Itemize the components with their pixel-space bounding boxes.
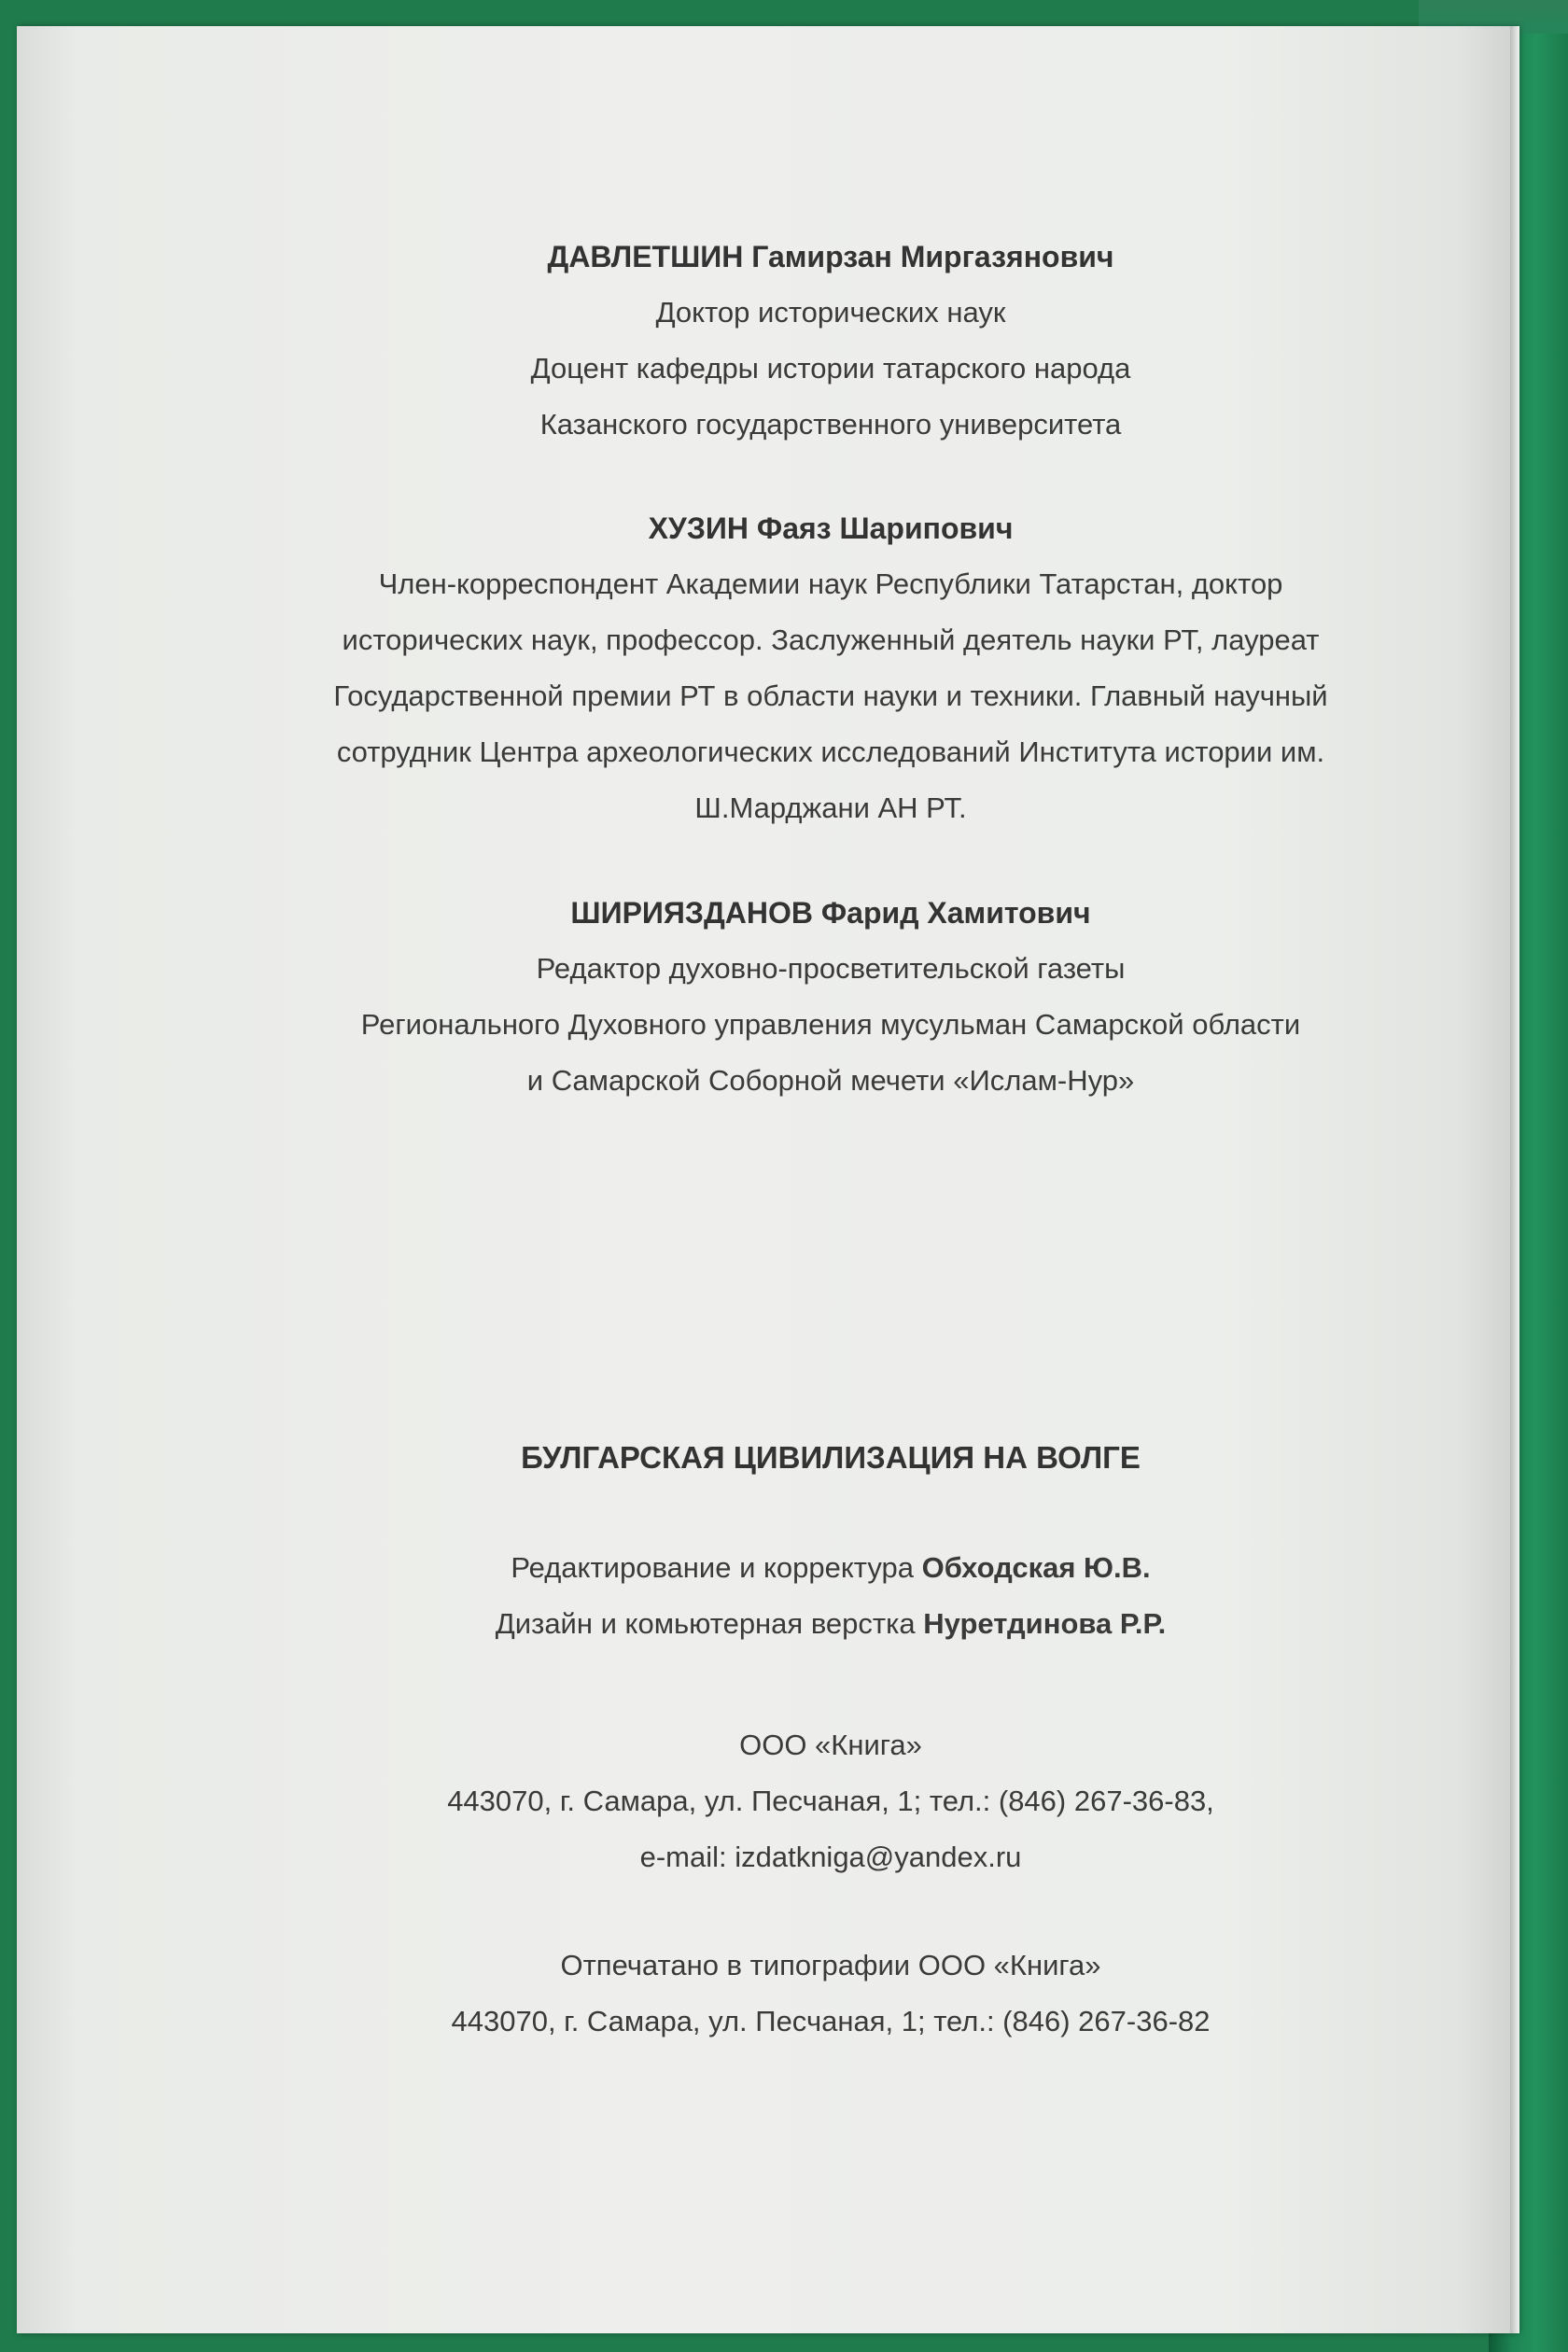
design-name: Нуретдинова Р.Р. [923, 1607, 1167, 1640]
printer-line: Отпечатано в типографии ООО «Книга» [560, 1949, 1101, 1981]
author-detail-line: сотрудник Центра археологических исследований Института истории им. [336, 735, 1325, 768]
publisher-name: ООО «Книга» [739, 1729, 922, 1761]
printer-address: 443070, г. Самара, ул. Песчаная, 1; тел.: (846) 267-36-82 [451, 2005, 1211, 2037]
printer-block [224, 1938, 1437, 2050]
author-detail-line: Доктор исторических наук [655, 296, 1006, 329]
author-detail-line: и Самарской Соборной мечети «Ислам-Нур» [526, 1064, 1135, 1097]
design-label: Дизайн и комьютерная верстка [495, 1607, 916, 1640]
author-detail-line: Редактор духовно-просветительской газеты [536, 952, 1126, 985]
author-name: ХУЗИН Фаяз Шарипович [648, 511, 1014, 545]
publisher-address: 443070, г. Самара, ул. Песчаная, 1; тел.: (846) 267-36-83, [447, 1785, 1214, 1817]
author-name: ДАВЛЕТШИН Гамирзан Миргазянович [547, 240, 1114, 273]
author-detail-line: Ш.Марджани АН РТ. [694, 791, 967, 824]
credits-block [224, 1540, 1437, 1652]
book-title: БУЛГАРСКАЯ ЦИВИЛИЗАЦИЯ НА ВОЛГЕ [521, 1440, 1141, 1475]
book-title-block [224, 1430, 1437, 1486]
author-detail-line: Государственной премии РТ в области науки и техники. Главный научный [333, 679, 1328, 712]
publisher-email: e-mail: izdatkniga@yandex.ru [639, 1841, 1022, 1873]
editing-label: Редактирование и корректура [511, 1551, 914, 1584]
publisher-block [224, 1717, 1437, 1885]
author-detail-line: Доцент кафедры истории татарского народа [530, 352, 1131, 385]
author-detail-line: Регионального Духовного управления мусульман Самарской области [360, 1008, 1301, 1041]
author-block-shiriyazdanov [224, 885, 1437, 1109]
author-name: ШИРИЯЗДАНОВ Фарид Хамитович [570, 896, 1091, 930]
editing-credit [224, 1540, 1437, 1596]
design-credit [224, 1596, 1437, 1652]
author-detail-line: исторических наук, профессор. Заслуженный деятель науки РТ, лауреат [342, 623, 1320, 656]
author-detail-line: Член-корреспондент Академии наук Республики Татарстан, доктор [378, 567, 1283, 600]
author-block-davletshin [224, 229, 1437, 453]
author-block-khuzin [224, 500, 1437, 836]
author-detail-line: Казанского государственного университета [539, 408, 1122, 441]
editing-name: Обходская Ю.В. [921, 1551, 1151, 1584]
